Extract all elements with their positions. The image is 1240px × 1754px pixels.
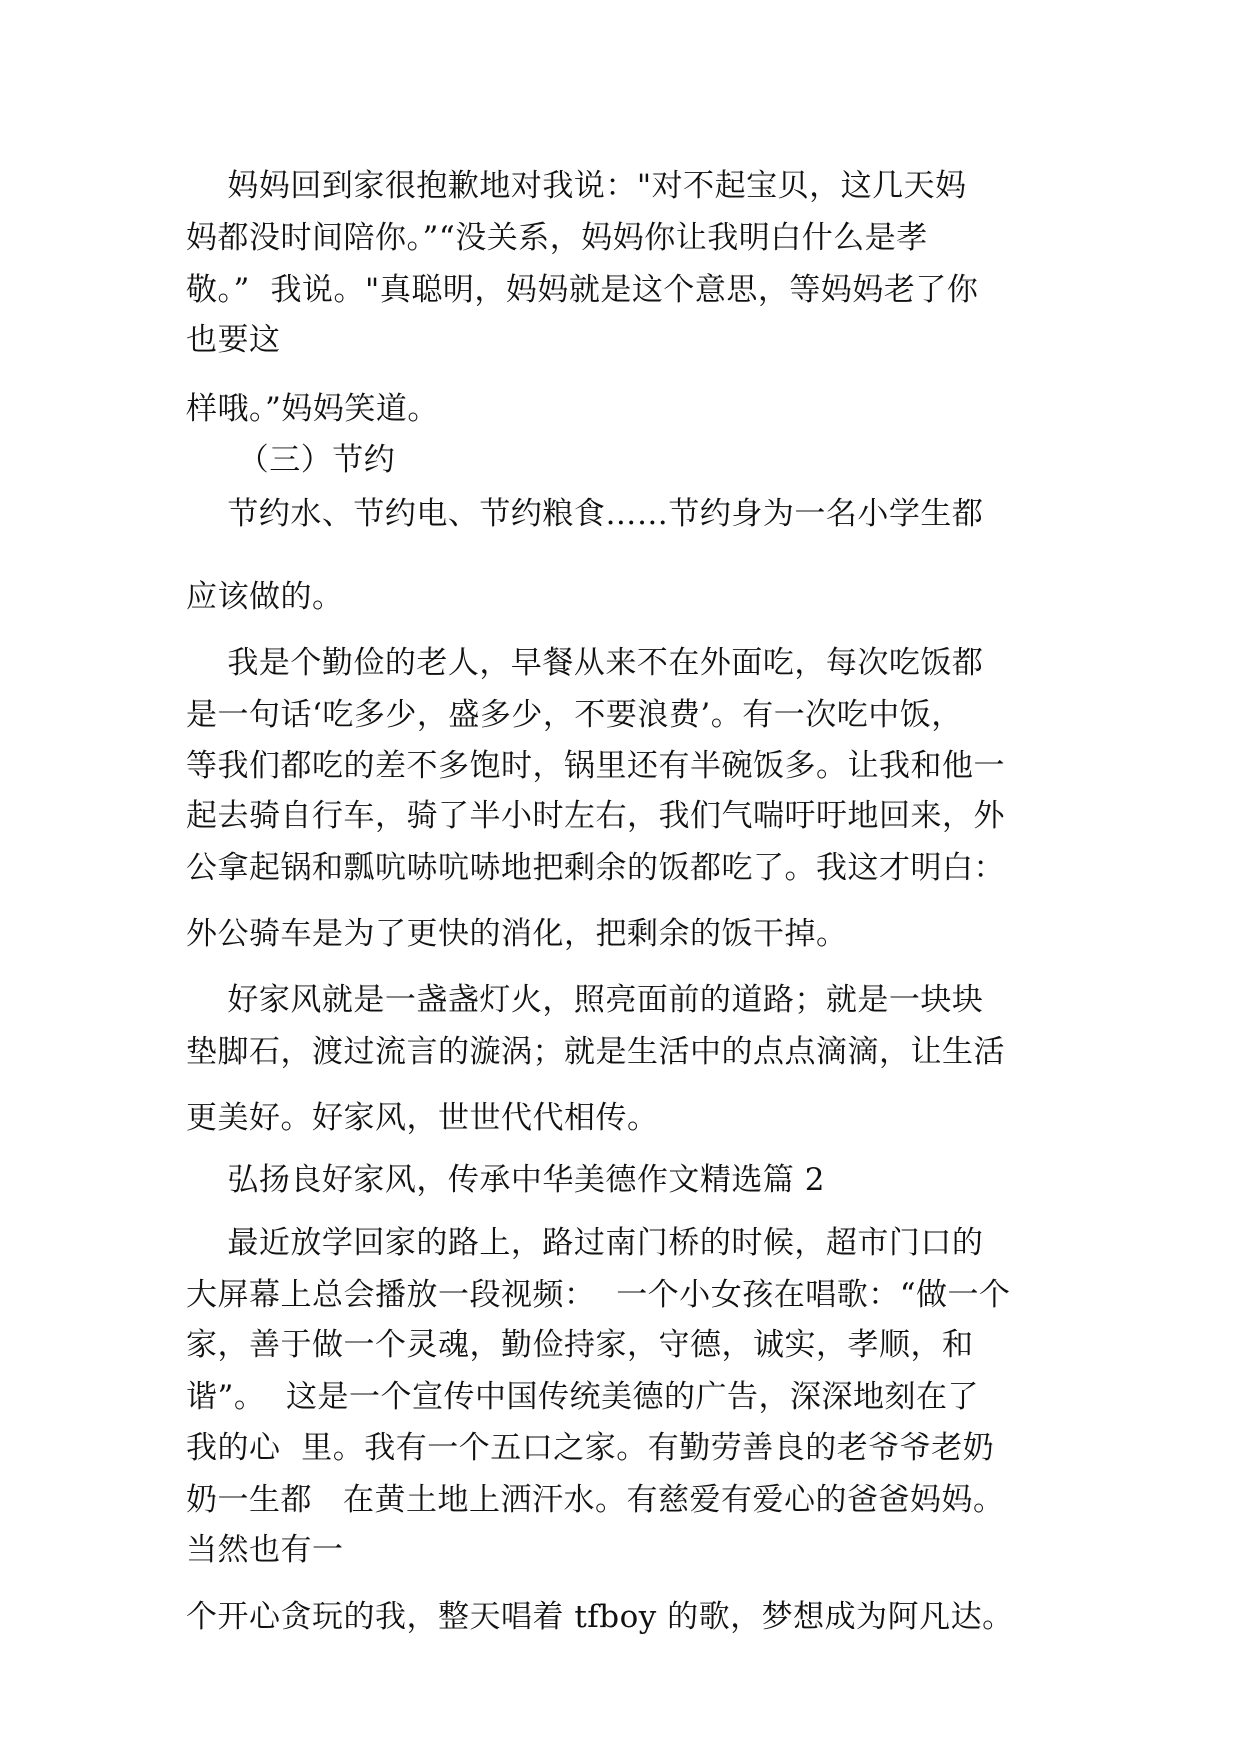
text-line: 公拿起锅和瓢吭哧吭哧地把剩余的饭都吃了。我这才明白： bbox=[186, 850, 1005, 886]
text-line: 我是个勤俭的老人，早餐从来不在外面吃，每次吃饭都 bbox=[186, 645, 984, 681]
text-line: 家，善于做一个灵魂，勤俭持家，守德，诚实，孝顺，和 bbox=[186, 1327, 974, 1363]
text-line: 敬。” 我说。"真聪明，妈妈就是这个意思，等妈妈老了你 bbox=[186, 272, 979, 308]
article-title: 弘扬良好家风，传承中华美德作文精选篇 2 bbox=[186, 1162, 825, 1198]
text-line: 节约水、节约电、节约粮食……节约身为一名小学生都 bbox=[186, 496, 984, 532]
text-line: 我的心 里。我有一个五口之家。有勤劳善良的老爷爷老奶 bbox=[186, 1430, 995, 1466]
text-line: 个开心贪玩的我，整天唱着 tfboy 的歌，梦想成为阿凡达。 bbox=[186, 1599, 1014, 1635]
text-line: 应该做的。 bbox=[186, 579, 344, 615]
text-line: 妈都没时间陪你。”“没关系，妈妈你让我明白什么是孝 bbox=[186, 220, 928, 256]
text-line: 更美好。好家风，世世代代相传。 bbox=[186, 1100, 659, 1136]
text-line: 大屏幕上总会播放一段视频： 一个小女孩在唱歌：“做一个 bbox=[186, 1277, 1011, 1313]
text-line: 垫脚石，渡过流言的漩涡；就是生活中的点点滴滴，让生活 bbox=[186, 1034, 1005, 1070]
text-line: 妈妈回到家很抱歉地对我说："对不起宝贝，这几天妈 bbox=[186, 168, 967, 204]
text-line: 是一句话‘吃多少，盛多少，不要浪费’。有一次吃中饭， bbox=[186, 697, 963, 733]
text-line: 外公骑车是为了更快的消化，把剩余的饭干掉。 bbox=[186, 916, 848, 952]
text-line: 等我们都吃的差不多饱时，锅里还有半碗饭多。让我和他一 bbox=[186, 748, 1005, 784]
section-heading: （三）节约 bbox=[186, 442, 396, 478]
text-line: 当然也有一 bbox=[186, 1532, 344, 1568]
text-line: 最近放学回家的路上，路过南门桥的时候，超市门口的 bbox=[186, 1225, 984, 1261]
text-line: 样哦。”妈妈笑道。 bbox=[186, 391, 439, 427]
text-line: 谐”。 这是一个宣传中国传统美德的广告，深深地刻在了 bbox=[186, 1379, 980, 1415]
text-line: 也要这 bbox=[186, 322, 281, 358]
text-line: 奶一生都 在黄土地上洒汗水。有慈爱有爱心的爸爸妈妈。 bbox=[186, 1482, 1005, 1518]
text-line: 起去骑自行车，骑了半小时左右，我们气喘吁吁地回来，外 bbox=[186, 798, 1005, 834]
text-line: 好家风就是一盏盏灯火，照亮面前的道路；就是一块块 bbox=[186, 982, 984, 1018]
